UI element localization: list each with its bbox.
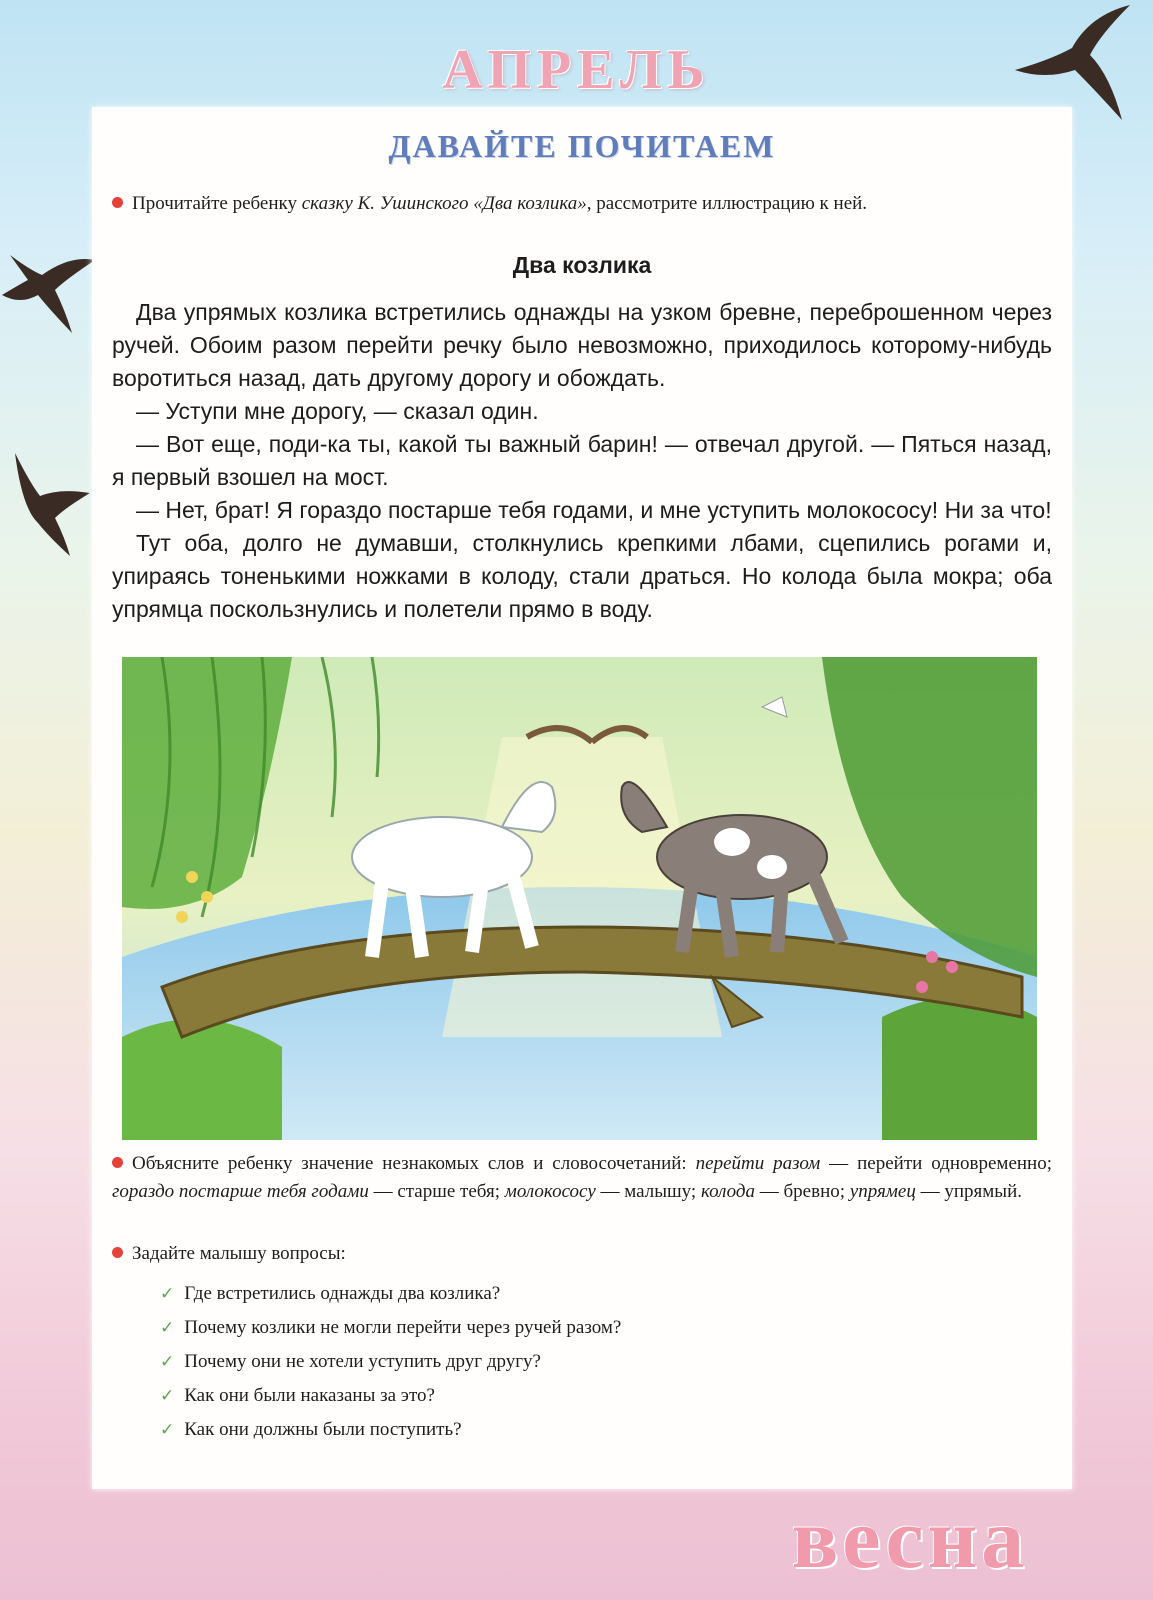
swallow-icon	[10, 448, 95, 558]
vocabulary-meaning: малышу;	[624, 1181, 701, 1202]
story-title: Два козлика	[512, 252, 652, 278]
intro-text-end: , рассмотрите иллюстрацию к ней.	[586, 193, 868, 214]
goats-illustration	[122, 657, 1037, 1140]
question-item	[160, 1345, 621, 1379]
vocabulary-meaning: бревно;	[783, 1181, 850, 1202]
question-text: Как они должны были поступить?	[184, 1419, 462, 1440]
intro-italic: сказку К. Ушинского «Два козлика»	[301, 193, 587, 214]
check-icon: ✓	[160, 1352, 175, 1372]
intro-text: Прочитайте ребенку	[132, 193, 302, 214]
month-title: АПРЕЛЬ	[442, 39, 711, 101]
question-item	[160, 1379, 621, 1413]
question-item	[160, 1311, 621, 1345]
question-item	[160, 1277, 621, 1311]
question-text: Почему козлики не могли перейти через ручей разом?	[184, 1317, 622, 1338]
vocabulary-meaning: старше тебя;	[397, 1181, 505, 1202]
bullet-icon	[112, 197, 123, 208]
story-paragraph: — Вот еще, поди-ка ты, какой ты важный барин! — отвечал другой. — Пяться назад, я первый взошел на мост.	[112, 431, 1052, 490]
vocabulary-term: упрямец	[849, 1181, 916, 1202]
vocabulary-meaning: перейти одновременно;	[857, 1153, 1052, 1174]
story-text	[112, 296, 1052, 626]
vocabulary-term: гораздо постарше тебя годами	[112, 1181, 369, 1202]
vocabulary-dash: —	[915, 1181, 945, 1202]
vocabulary-lead: Объясните ребенку значение незнакомых слов и словосочетаний:	[132, 1153, 696, 1174]
vocabulary-dash: —	[820, 1153, 858, 1174]
bullet-icon	[112, 1157, 123, 1168]
story-paragraph: — Уступи мне дорогу, — сказал один.	[136, 398, 539, 424]
season-title: весна	[791, 1490, 1029, 1586]
check-icon: ✓	[160, 1420, 175, 1440]
vocabulary-dash: —	[368, 1181, 398, 1202]
section-heading: ДАВАЙТЕ ПОЧИТАЕМ	[388, 128, 776, 164]
story-paragraph: Два упрямых козлика встретились однажды на узком бревне, переброшенном через ручей. Обоим разом перейти речку было невозможно, приходилось которому-нибудь воротиться назад, дать другому дорогу и обождать.	[112, 299, 1052, 391]
vocabulary-dash: —	[595, 1181, 625, 1202]
question-item	[160, 1413, 621, 1447]
story-paragraph: Тут оба, долго не думавши, столкнулись крепкими лбами, сцепились рогами и, упираясь тоненькими ножками в колоду, стали драться. Но колода была мокра; оба упрямца поскользнулись и полетели прямо в воду.	[112, 530, 1052, 622]
questions-list	[160, 1277, 621, 1447]
swallow-icon	[0, 225, 100, 335]
intro-instruction	[112, 190, 1052, 218]
questions-instruction	[112, 1240, 1052, 1268]
vocabulary-dash: —	[755, 1181, 784, 1202]
bullet-icon	[112, 1247, 123, 1258]
vocabulary-term: молокососу	[504, 1181, 596, 1202]
question-text: Почему они не хотели уступить друг другу?	[184, 1351, 541, 1372]
check-icon: ✓	[160, 1318, 175, 1338]
question-text: Где встретились однажды два козлика?	[184, 1283, 501, 1304]
check-icon: ✓	[160, 1284, 175, 1304]
question-text: Как они были наказаны за это?	[184, 1385, 435, 1406]
questions-lead: Задайте малышу вопросы:	[132, 1243, 346, 1264]
vocabulary-term: колода	[700, 1181, 756, 1202]
vocabulary-instruction	[112, 1150, 1052, 1206]
story-paragraph: — Нет, брат! Я гораздо постарше тебя годами, и мне уступить молокососу! Ни за что!	[136, 497, 1052, 523]
check-icon: ✓	[160, 1386, 175, 1406]
vocabulary-meaning: упрямый.	[944, 1181, 1022, 1202]
vocabulary-term: перейти разом	[695, 1153, 821, 1174]
